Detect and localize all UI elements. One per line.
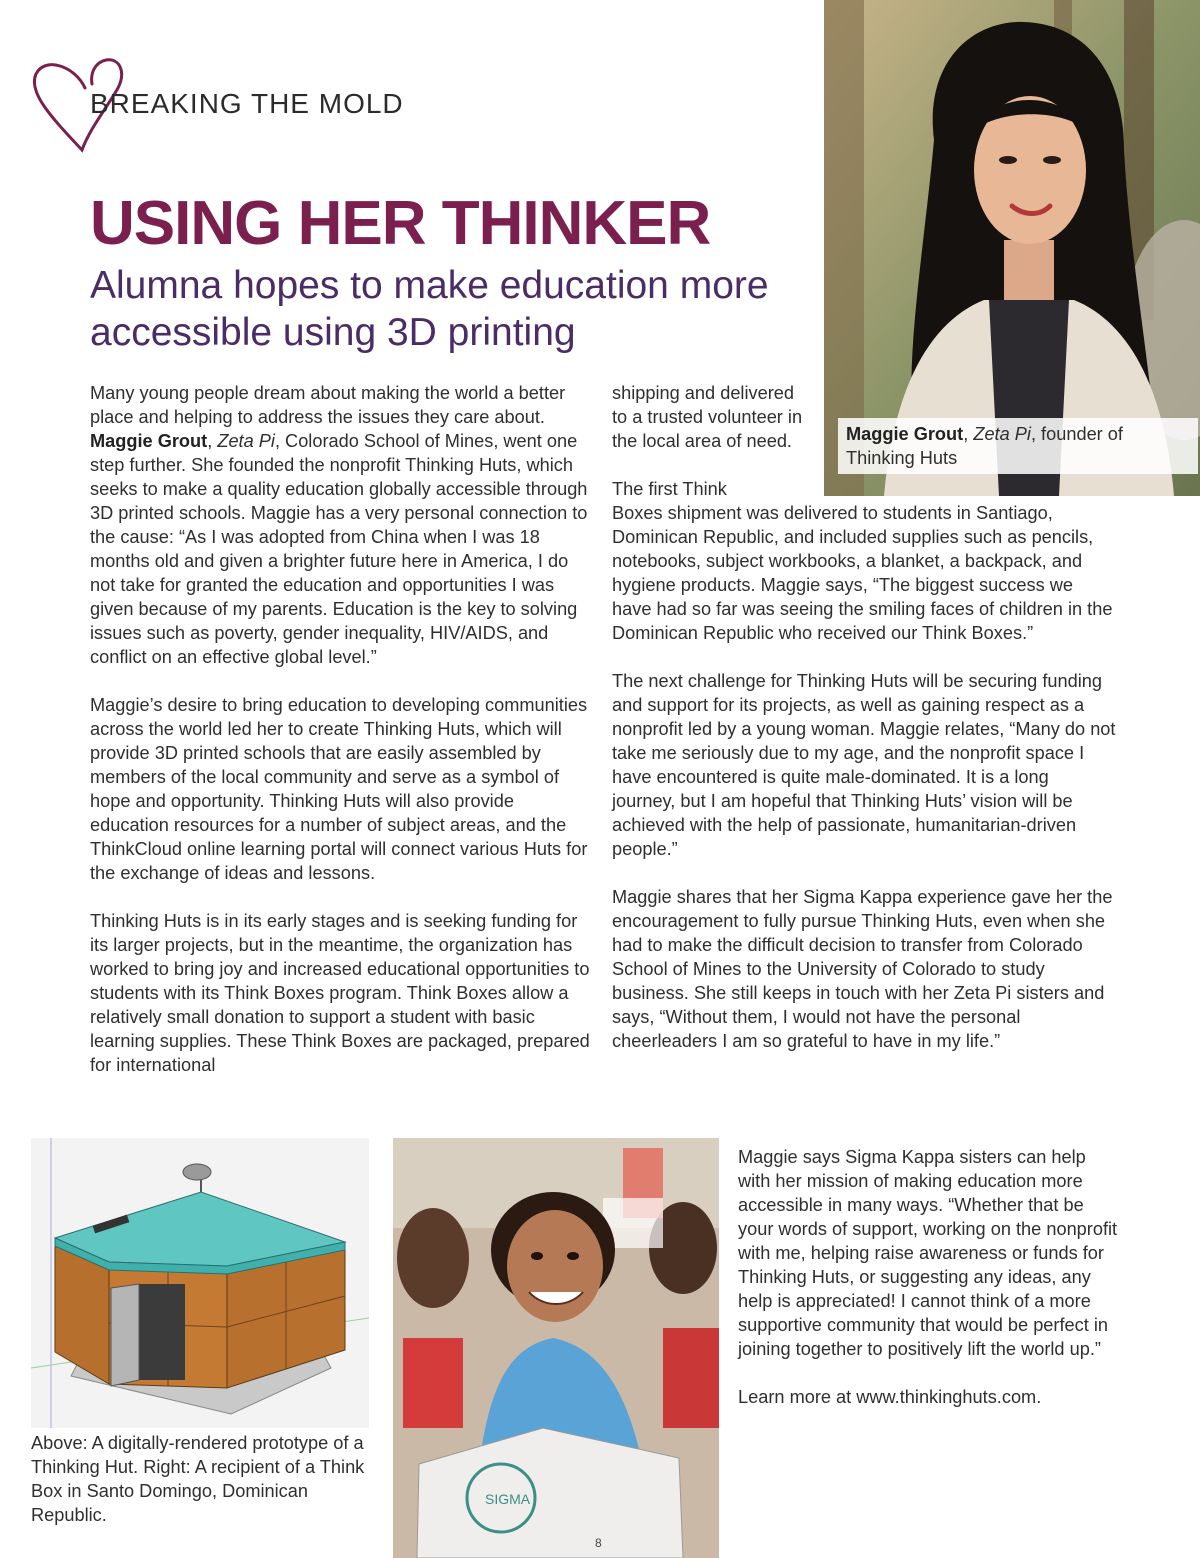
article-subtitle: Alumna hopes to make education more accessible using 3D printing	[90, 264, 769, 354]
article-column-1	[90, 381, 595, 1101]
hut-illustration	[31, 1138, 369, 1428]
first-shipment-rest: Boxes shipment was delivered to students in Santiago, Dominican Republic, and included supplies such as pencils, notebooks, subject workbooks, a blanket, a backpack, and hygiene products. Maggie says, “The biggest success we have had so far was seeing the smiling faces of children in the Dominican Republic who received our Think Boxes.”	[612, 503, 1113, 643]
article-column-3	[738, 1145, 1118, 1433]
images-caption: Above: A digitally-rendered prototype of a Thinking Hut. Right: A recipient of a Think Box in Santo Domingo, Dominican Republic.	[31, 1433, 365, 1525]
learn-more-prefix: Learn more at	[738, 1387, 857, 1407]
paragraph-intro	[90, 381, 595, 669]
caption-chapter: Zeta Pi	[973, 424, 1031, 444]
think-box-recipient-image	[393, 1138, 719, 1558]
paragraph-next-challenge: The next challenge for Thinking Huts will be securing funding and support for its projects, as well as gaining respect as a nonprofit led by a young woman. Maggie relates, “Many do not take me seriously due to my age, and the nonprofit space I have encountered is quite male-dominated. It is a long journey, but I am hopeful that Thinking Huts’ vision will be achieved with the help of passionate, humanitarian-driven people.”	[612, 671, 1116, 859]
hut-prototype-image	[31, 1138, 369, 1428]
box-print-text: SIGMA	[485, 1491, 531, 1507]
website-link[interactable]: www.thinkinghuts.com	[856, 1387, 1037, 1407]
paragraph-help: Maggie says Sigma Kappa sisters can help with her mission of making education more accessible in many ways. “Whether that be your words of support, working on the nonprofit with me, helping raise awareness or funds for Thinking Huts, or suggesting any ideas, any help is appreciated! I cannot think of a more supportive community that would be perfect in joining together to positively lift the world up.”	[738, 1147, 1118, 1359]
intro-sep: ,	[207, 431, 218, 451]
caption-name: Maggie Grout	[846, 424, 964, 444]
paragraph-first-shipment	[612, 477, 1117, 645]
paragraph-3: Thinking Huts is in its early stages and is seeking funding for its larger projects, but in the meantime, the organization has worked to bring joy and increased educational opportunities to students with its Think Boxes program. Think Boxes allow a relatively small donation to support a student with basic learning supplies. These Think Boxes are packaged, prepared for international	[90, 911, 590, 1075]
article-column-2	[612, 381, 1117, 1077]
section-label: BREAKING THE MOLD	[90, 88, 404, 119]
recipient-illustration	[393, 1138, 719, 1558]
paragraph-shipping: shipping and delivered to a trusted volunteer in the local area of need.	[612, 383, 803, 451]
paragraph-sigma-kappa: Maggie shares that her Sigma Kappa experience gave her the encouragement to fully pursue Thinking Huts, even when she had to make the difficult decision to transfer from Colorado School of Mines to the University of Colorado to study business. She still keeps in touch with her Zeta Pi sisters and says, “Without them, I would not have the personal cheerleaders I am so grateful to have in my life.”	[612, 887, 1113, 1051]
person-name: Maggie Grout	[90, 431, 208, 451]
intro-rest: , Colorado School of Mines, went one step further. She founded the nonprofit Thinking Huts, which seeks to make a quality education globally accessible through 3D printed schools. Maggie has a very personal connection to the cause: “As I was adopted from China when I was 18 months old and given a brighter future here in America, I do not take for granted the education and opportunities I was given because of my parents. Education is the key to solving issues such as poverty, gender inequality, HIV/AIDS, and conflict on an effective global level.”	[90, 431, 588, 667]
paragraph-learn-more	[738, 1385, 1118, 1409]
article-title: USING HER THINKER	[90, 189, 711, 258]
first-shipment-line-1: The first Think	[612, 479, 727, 499]
caption-sep: ,	[963, 424, 974, 444]
chapter-name: Zeta Pi	[217, 431, 275, 451]
learn-more-suffix: .	[1036, 1387, 1042, 1407]
caption-rest: , founder of Thinking Huts	[846, 424, 1123, 468]
intro-text: Many young people dream about making the world a better place and helping to address the issues they care about.	[90, 383, 566, 427]
paragraph-2: Maggie’s desire to bring education to developing communities across the world led her to create Thinking Huts, which will provide 3D printed schools that are easily assembled by members of the local community and serve as a symbol of hope and opportunity. Thinking Huts will also provide education resources for a number of subject areas, and the ThinkCloud online learning portal will connect various Huts for the exchange of ideas and lessons.	[90, 695, 588, 883]
page-number: 8	[595, 1536, 602, 1550]
